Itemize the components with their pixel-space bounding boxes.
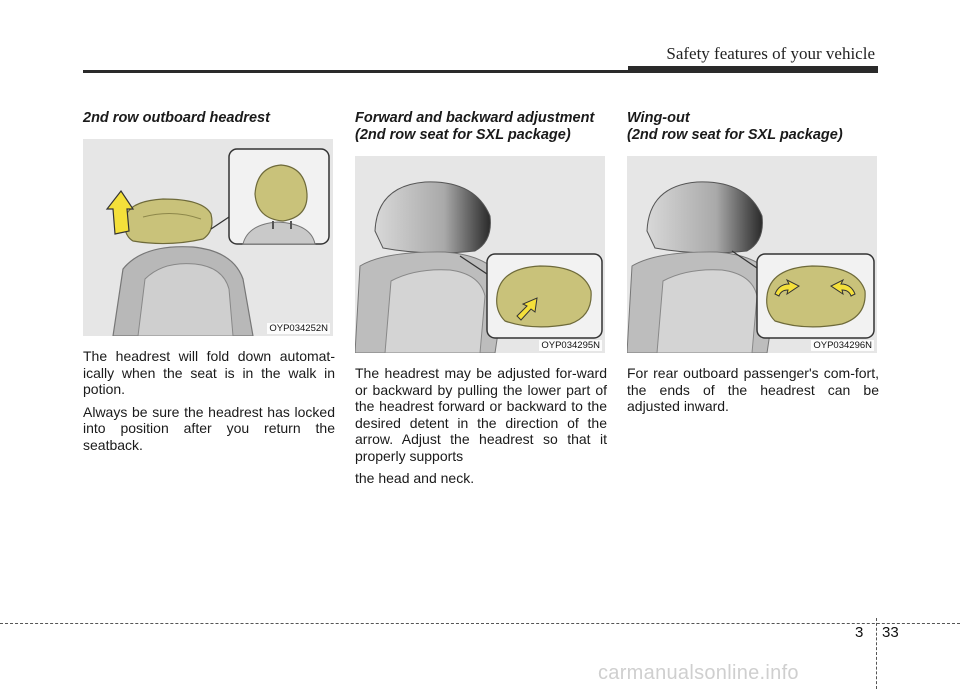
figure-code: OYP034296N (813, 340, 872, 351)
page-number: 33 (882, 624, 899, 641)
section-heading (627, 110, 879, 144)
paragraph: The headrest will fold down automat-ically when the seat is in the walk in potion. (83, 348, 335, 397)
heading-line-1: Forward and backward adjustment (355, 110, 595, 126)
heading-line-2: (2nd row seat for SXL package) (627, 127, 843, 143)
paragraph: the head and neck. (355, 470, 475, 486)
column-forward-backward (355, 110, 607, 487)
heading-line-1: Wing-out (627, 110, 690, 126)
column-folding-headrest (83, 110, 335, 453)
chapter-number: 3 (855, 624, 864, 641)
heading-line-1: 2nd row outboard headrest (83, 110, 270, 126)
illustration-folding-headrest (83, 139, 333, 336)
figure-wing-out (627, 156, 877, 353)
section-heading (83, 110, 335, 127)
illustration-wing-out (627, 156, 877, 353)
header-rule-block (628, 66, 878, 73)
figure-code: OYP034295N (541, 340, 600, 351)
paragraph: The headrest may be adjusted for-ward or backward by pulling the lower part of the headrest forward or backward to the desired detent in the direction of the arrow. Adjust the headrest so that it properly supports (355, 365, 607, 464)
paragraph: Always be sure the headrest has locked into position after you return the seatback. (83, 403, 335, 453)
figure-code: OYP034252N (269, 323, 328, 334)
paragraph: For rear outboard passenger's com-fort, the ends of the headrest can be adjusted inward. (627, 365, 879, 414)
figure-folding-headrest (83, 139, 333, 336)
column-wing-out (627, 110, 879, 415)
illustration-forward-backward (355, 156, 605, 353)
footer-rule (0, 623, 960, 624)
section-heading (355, 110, 607, 144)
figure-forward-backward (355, 156, 605, 353)
section-title: Safety features of your vehicle (666, 44, 875, 63)
watermark: carmanualsonline.info (598, 662, 799, 684)
footer-divider (876, 618, 877, 689)
heading-line-2: (2nd row seat for SXL package) (355, 127, 571, 143)
